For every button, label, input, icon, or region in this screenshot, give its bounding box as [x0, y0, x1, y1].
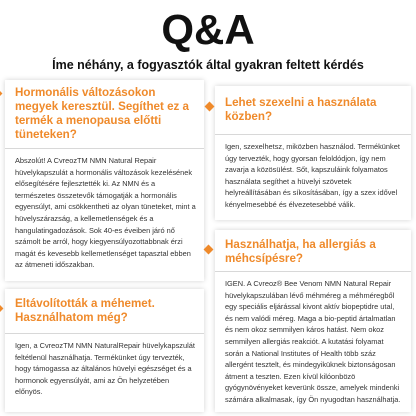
- diamond-bullet-icon: [0, 304, 3, 314]
- faq-question: Hormonális változásokon megyek keresztül. Segíthet ez a termék a menopausa előtti tüneteken?: [15, 86, 189, 141]
- faq-answer: Igen, a CvreozTM NMN NaturalRepair hüvelykapszulát feltétlenül használhatja. Termékünket úgy tervezték, hogy támogassa az általános hüvelyi egészséget és a hormonok egyensúlyát, ami az Ön helyzetében előnyös.: [15, 341, 195, 397]
- faq-answer: IGEN. A Cvreoz® Bee Venom NMN Natural Repair hüvelykapszulában lévő méhméreg a méhméregből egy speciális eljárással kivont aktív biopeptidre utal, és nem valódi méreg. Maga a bio-peptid ártalmatlan és nem okoz semmilyen káros hatást. Nem okoz semmilyen allergiás reakciót. A kutatási folyamat során a National Institutes of Health több száz allergént tesztelt, és mindegyiküknek biztonságosan átment a teszten. Ezen kívül kilóonbözö gyógynövényeket keverünk össze, amelyek mindenki számára alkalmasak, így Ön nyugodtan használhatja.: [225, 279, 401, 404]
- diamond-bullet-icon: [0, 89, 2, 99]
- faq-card-intercourse: [215, 86, 411, 220]
- faq-question: Lehet szexelni a használata közben?: [225, 96, 377, 123]
- faq-question-header: [215, 230, 411, 272]
- page-subtitle: Íme néhány, a fogyasztók által gyakran feltett kérdés: [52, 58, 364, 72]
- faq-question-header: [5, 80, 204, 149]
- faq-question: Eltávolították a méhemet. Használhatom még?: [15, 297, 155, 324]
- faq-answer: Igen, szexelhetsz, miközben használod. Termékünket úgy tervezték, hogy gyorsan feloldódjon, így nem zavarja a közösülést. Sőt, kapszuláink folyamatos használata segíthet a hüvelyi szövetek helyreállításában és síkosításában, így a szex idővel kényelmesebbé és élvezetesebbé válik.: [225, 142, 400, 209]
- faq-question: Használhatja, ha allergiás a méhcsípésre?: [225, 238, 376, 265]
- faq-card-hysterectomy: [5, 289, 204, 412]
- faq-question-header: [5, 289, 204, 334]
- faq-answer: Abszolút! A CvreozTM NMN Natural Repair hüvelykapszulát a hormonális változások kezelésének elősegítésére fejlesztették ki. Az NMN és a természetes összetevők támogatják a hormonális egyensúlyt, ami csökkentheti az olyan tüneteket, mint a hüvelyszárazság, a kellemetlenségek és a hangulatingadozások. Sok 40-es éveiben járó nő számolt be arról, hogy kiegyensúlyozottabbnak érzi magát és kevesebb kellemetlenséget tapasztal ebben az átmeneti időszakban.: [15, 156, 196, 270]
- faq-question-header: [215, 86, 411, 135]
- diamond-bullet-icon: [204, 245, 214, 255]
- diamond-bullet-icon: [205, 102, 215, 112]
- faq-card-hormonal: [5, 80, 204, 281]
- faq-card-allergy: [215, 230, 411, 412]
- page-title: Q&A: [161, 6, 255, 53]
